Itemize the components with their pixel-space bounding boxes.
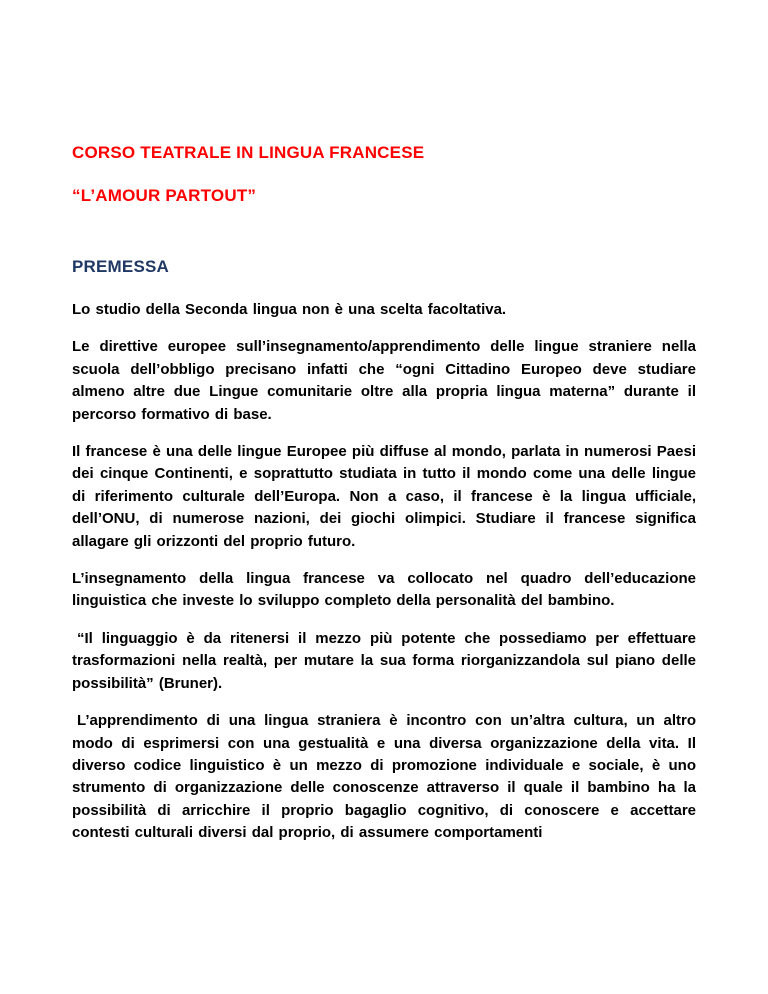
paragraph-4: L’insegnamento della lingua francese va collocato nel quadro dell’educazione linguistica che investe lo sviluppo completo della personalità del bambino. [72,570,696,610]
section-heading-premessa: PREMESSA [72,257,170,276]
paragraph-3: Il francese è una delle lingue Europee più diffuse al mondo, parlata in numerosi Paesi dei cinque Continenti, e soprattutto studiata in tutto il mondo come una delle lingue di riferimento culturale dell’Europa. Non a caso, il francese è la lingua ufficiale, dell’ONU, di numerose nazioni, dei giochi olimpici. Studiare il francese significa allagare gli orizzonti del proprio futuro. [72,443,696,550]
paragraph-2: Le direttive europee sull’insegnamento/apprendimento delle lingue straniere nella scuola dell’obbligo precisano infatti che “ogni Cittadino Europeo deve studiare almeno altre due Lingue comunitarie oltre alla propria lingua materna” durante il percorso formativo di base. [72,338,696,423]
document-body [72,299,696,845]
document-title: CORSO TEATRALE IN LINGUA FRANCESE [72,143,425,162]
paragraph-5-quote-bruner: “Il linguaggio è da ritenersi il mezzo più potente che possediamo per effettuare trasformazioni nella realtà, per mutare la sua forma riorganizzandola sul piano delle possibilità” (Bruner). [72,629,696,692]
paragraph-1: Lo studio della Seconda lingua non è una scelta facoltativa. [72,301,507,318]
paragraph-6: L’apprendimento di una lingua straniera è incontro con un’altra cultura, un altro modo di esprimersi con una gestualità e una diversa organizzazione della vita. Il diverso codice linguistico è un mezzo di promozione individuale e sociale, è uno strumento di organizzazione delle conoscenze attraverso il quale il bambino ha la possibilità di arricchire il proprio bagaglio cognitivo, di conoscere e accettare contesti culturali diversi dal proprio, di assumere comportamenti [72,712,696,842]
document-subtitle: “L’AMOUR PARTOUT” [72,186,257,205]
